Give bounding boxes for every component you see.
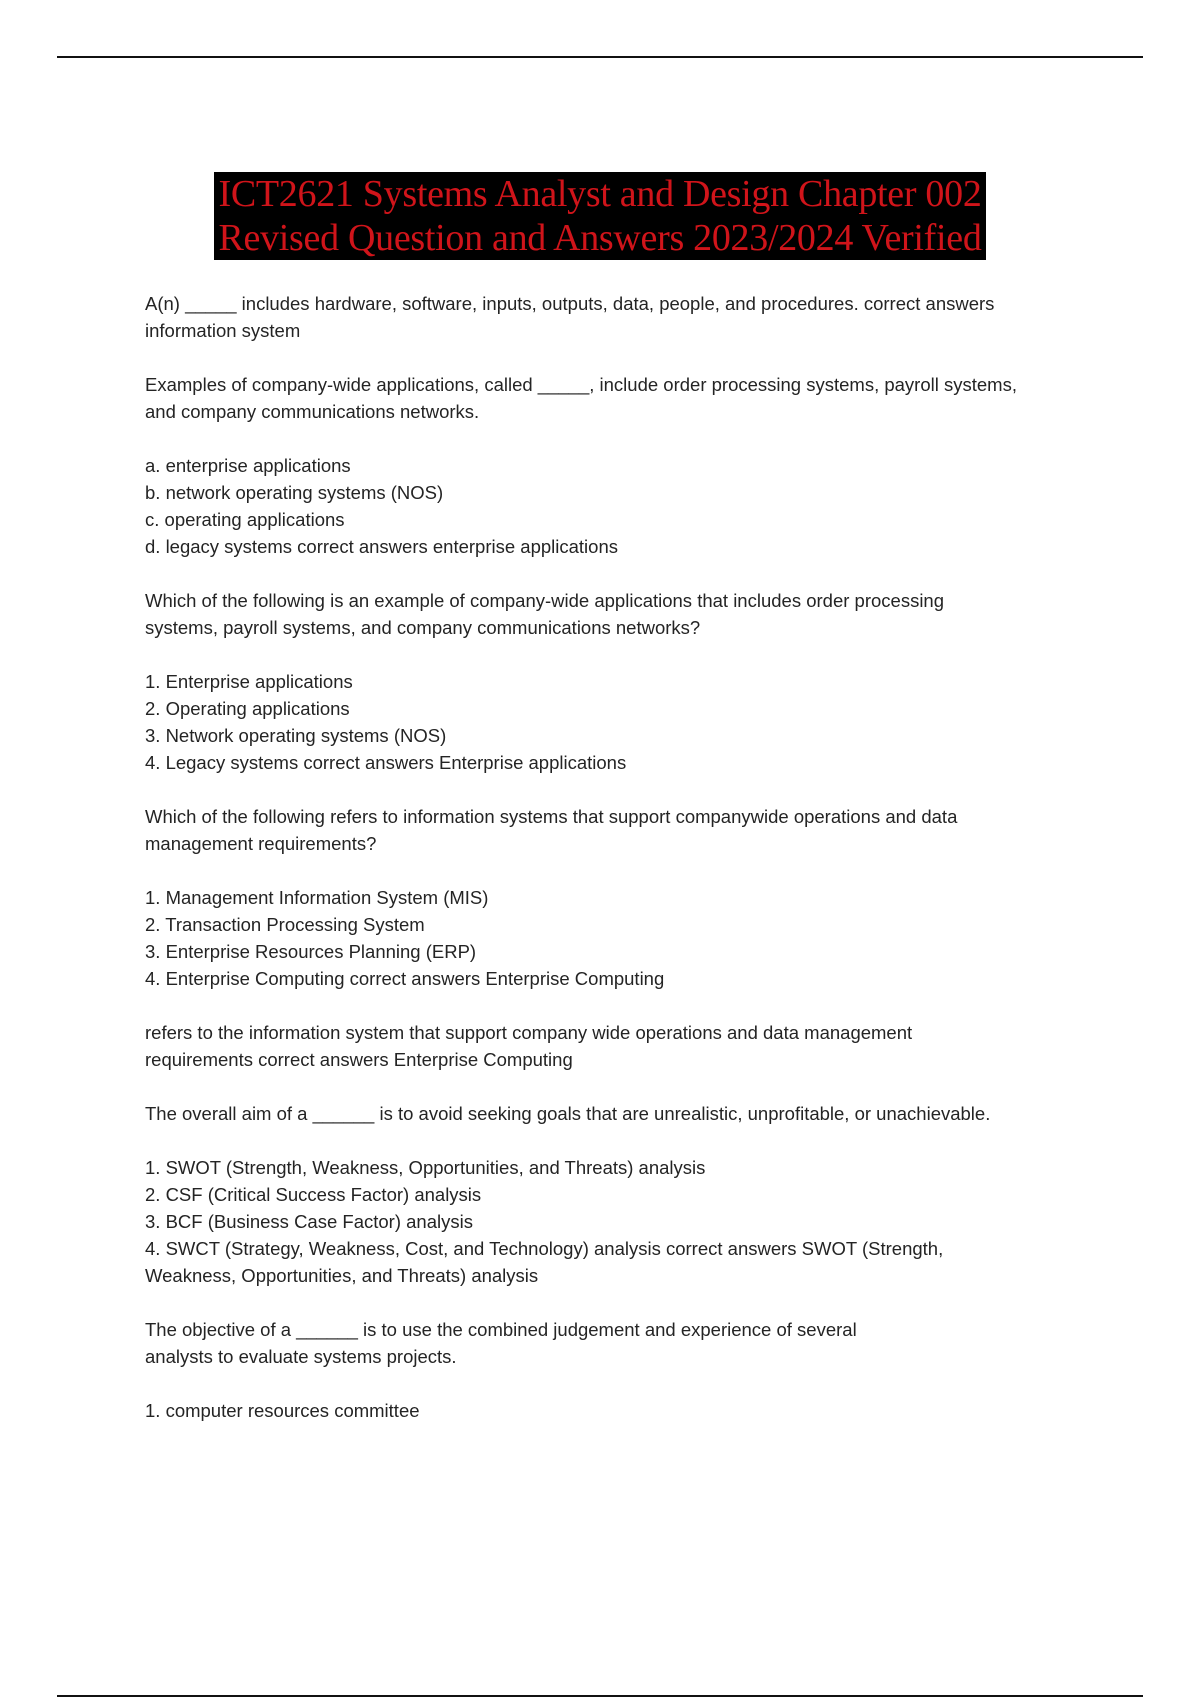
text-block (145, 1397, 1095, 1424)
text-line: Which of the following is an example of company-wide applications that includes order processing (145, 590, 945, 611)
top-rule (57, 56, 1143, 58)
text-block (145, 884, 1095, 992)
text-line: 4. Enterprise Computing correct answers Enterprise Computing (145, 968, 665, 989)
text-line: 1. Enterprise applications (145, 671, 353, 692)
text-block (145, 587, 1095, 641)
paragraph (145, 1397, 1095, 1424)
paragraph (145, 1019, 1095, 1073)
paragraph (145, 1316, 1095, 1370)
text-line: management requirements? (145, 833, 377, 854)
text-line: requirements correct answers Enterprise Computing (145, 1049, 573, 1070)
text-block (145, 371, 1095, 425)
text-block (145, 803, 1095, 857)
text-line: systems, payroll systems, and company communications networks? (145, 617, 701, 638)
paragraph (145, 290, 1095, 344)
text-line: 2. Transaction Processing System (145, 914, 425, 935)
bottom-rule (57, 1695, 1143, 1697)
text-line: The overall aim of a ______ is to avoid seeking goals that are unrealistic, unprofitable, or unachievable. (145, 1103, 991, 1124)
text-block (145, 1100, 1095, 1127)
text-line: a. enterprise applications (145, 455, 351, 476)
text-line: 2. CSF (Critical Success Factor) analysis (145, 1184, 482, 1205)
text-line: analysts to evaluate systems projects. (145, 1346, 457, 1367)
text-line: 1. Management Information System (MIS) (145, 887, 489, 908)
text-line: Examples of company-wide applications, called _____, include order processing systems, payroll systems, (145, 374, 1017, 395)
text-block (145, 452, 1095, 560)
text-line: 4. Legacy systems correct answers Enterprise applications (145, 752, 627, 773)
document-body (145, 290, 1095, 1451)
paragraph (145, 803, 1095, 857)
paragraph (145, 371, 1095, 425)
paragraph (145, 1100, 1095, 1127)
document-title (0, 172, 1200, 260)
paragraph (145, 587, 1095, 641)
paragraph (145, 452, 1095, 560)
text-line: 3. BCF (Business Case Factor) analysis (145, 1211, 473, 1232)
text-line: Which of the following refers to information systems that support companywide operations and data (145, 806, 958, 827)
text-line: 3. Network operating systems (NOS) (145, 725, 447, 746)
text-line: Weakness, Opportunities, and Threats) analysis (145, 1265, 539, 1286)
title-line-1: ICT2621 Systems Analyst and Design Chapter 002 (214, 172, 985, 216)
paragraph (145, 1154, 1095, 1289)
paragraph (145, 884, 1095, 992)
text-line: 4. SWCT (Strategy, Weakness, Cost, and Technology) analysis correct answers SWOT (Strength, (145, 1238, 944, 1259)
text-block (145, 1019, 1095, 1073)
text-block (145, 1316, 1095, 1370)
text-block (145, 290, 1095, 344)
text-line: 2. Operating applications (145, 698, 350, 719)
paragraph (145, 668, 1095, 776)
text-line: The objective of a ______ is to use the combined judgement and experience of several (145, 1319, 857, 1340)
text-line: 1. SWOT (Strength, Weakness, Opportunities, and Threats) analysis (145, 1157, 706, 1178)
text-block (145, 1154, 1095, 1289)
text-line: b. network operating systems (NOS) (145, 482, 444, 503)
text-line: A(n) _____ includes hardware, software, inputs, outputs, data, people, and procedures. correct answers (145, 293, 995, 314)
text-line: c. operating applications (145, 509, 345, 530)
text-line: information system (145, 320, 301, 341)
title-line-2: Revised Question and Answers 2023/2024 Verified (214, 216, 985, 260)
text-line: refers to the information system that support company wide operations and data management (145, 1022, 913, 1043)
text-block (145, 668, 1095, 776)
text-line: d. legacy systems correct answers enterprise applications (145, 536, 618, 557)
text-line: 1. computer resources committee (145, 1400, 420, 1421)
text-line: 3. Enterprise Resources Planning (ERP) (145, 941, 477, 962)
text-line: and company communications networks. (145, 401, 480, 422)
